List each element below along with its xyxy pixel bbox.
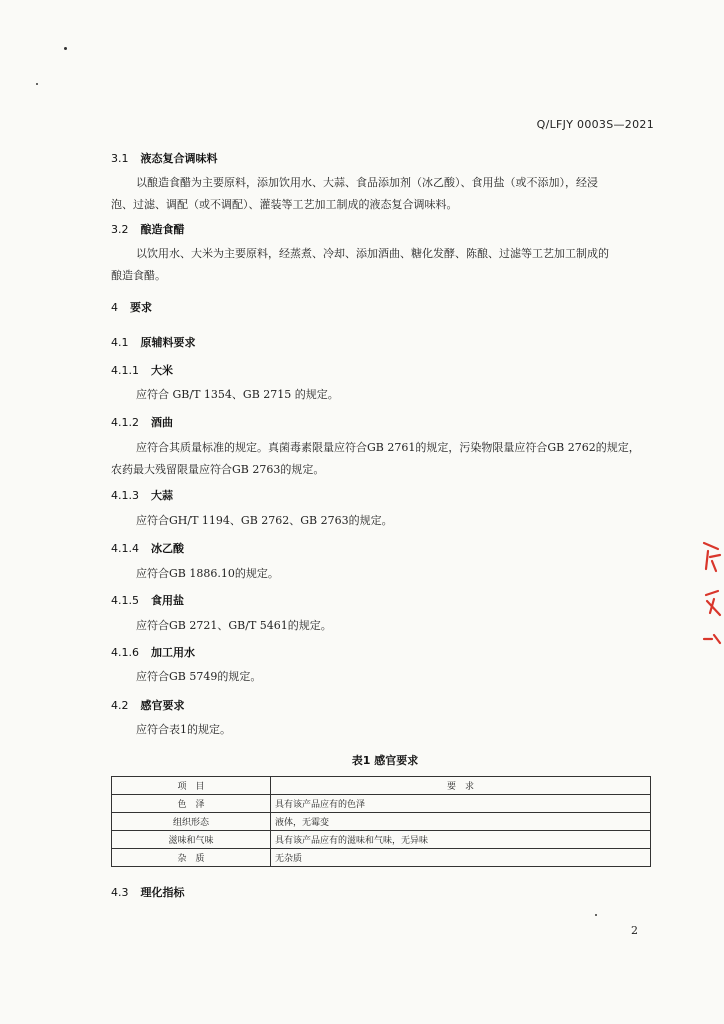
scan-speck [595, 914, 597, 916]
section-4-heading [111, 299, 152, 315]
page-number: 2 [631, 924, 638, 937]
table-row [112, 795, 651, 813]
section-number: 4.3 [111, 886, 129, 899]
table-cell: 滋味和气味 [112, 831, 271, 849]
paragraph-line: 以饮用水、大米为主要原料，经蒸煮、冷却、添加酒曲、糖化发酵、陈酿、过滤等工艺加工制成的 [136, 247, 609, 260]
section-title: 要求 [130, 301, 152, 314]
table-row [112, 813, 651, 831]
section-number: 4.1 [111, 336, 129, 349]
paragraph-line: 应符合GB 5749的规定。 [136, 670, 262, 683]
section-title: 原辅料要求 [140, 336, 196, 349]
scan-speck [36, 83, 38, 85]
section-title: 感官要求 [140, 699, 185, 712]
section-number: 4.1.4 [111, 542, 139, 555]
section-number: 4.1.1 [111, 364, 139, 377]
table-cell: 具有该产品应有的色泽 [271, 795, 651, 813]
section-title: 液态复合调味料 [140, 152, 218, 165]
section-number: 4.1.3 [111, 489, 139, 502]
column-header: 项 目 [112, 777, 271, 795]
table-header-row [112, 777, 651, 795]
section-4-1-4-heading [111, 540, 184, 556]
section-3-1-text [111, 172, 651, 216]
table-row [112, 849, 651, 867]
section-title: 大蒜 [151, 489, 173, 502]
section-number: 4.1.6 [111, 646, 139, 659]
section-title: 食用盐 [151, 594, 184, 607]
section-4-1-2-text [111, 437, 651, 481]
section-number: 4.1.5 [111, 594, 139, 607]
table-cell: 色 泽 [112, 795, 271, 813]
section-3-1-heading [111, 150, 218, 166]
section-title: 加工用水 [151, 646, 195, 659]
paragraph-line: 应符合 GB/T 1354、GB 2715 的规定。 [136, 388, 339, 401]
section-title: 酿造食醋 [140, 223, 185, 236]
section-4-2-text [111, 719, 651, 741]
section-number: 3.2 [111, 223, 129, 236]
section-4-1-5-heading [111, 592, 184, 608]
paragraph-line: 应符合GB 2721、GB/T 5461的规定。 [136, 619, 332, 632]
section-3-2-text [111, 243, 651, 287]
section-4-1-6-text [111, 666, 651, 688]
section-4-1-3-heading [111, 487, 173, 503]
paragraph-line: 应符合其质量标准的规定。真菌毒素限量应符合GB 2761的规定，污染物限量应符合GB 2762的规定， [136, 441, 640, 454]
seal-fragment-icon [696, 535, 724, 655]
paragraph-line: 应符合表1的规定。 [136, 723, 231, 736]
sensory-requirements-table [111, 776, 651, 867]
section-title: 理化指标 [140, 886, 185, 899]
section-number: 4.1.2 [111, 416, 139, 429]
section-3-2-heading [111, 221, 185, 237]
section-number: 4.2 [111, 699, 129, 712]
section-4-1-2-heading [111, 414, 173, 430]
section-title: 酒曲 [151, 416, 173, 429]
section-4-1-6-heading [111, 644, 195, 660]
paragraph-line: 以酿造食醋为主要原料，添加饮用水、大蒜、食品添加剂（冰乙酸）、食用盐（或不添加），经浸 [136, 176, 598, 189]
section-title: 大米 [151, 364, 173, 377]
section-4-1-1-heading [111, 362, 173, 378]
table-cell: 无杂质 [271, 849, 651, 867]
table-row [112, 831, 651, 849]
table-cell: 具有该产品应有的滋味和气味，无异味 [271, 831, 651, 849]
document-code: Q/LFJY 0003S—2021 [536, 118, 654, 131]
paragraph-line: 酿造食醋。 [111, 269, 166, 282]
paragraph-line: 应符合GH/T 1194、GB 2762、GB 2763的规定。 [136, 514, 393, 527]
section-number: 4 [111, 301, 118, 314]
section-4-1-3-text [111, 510, 651, 532]
section-4-1-4-text [111, 563, 651, 585]
table-cell: 液体，无霉变 [271, 813, 651, 831]
paragraph-line: 农药最大残留限量应符合GB 2763的规定。 [111, 463, 325, 476]
section-number: 3.1 [111, 152, 129, 165]
scan-speck [64, 47, 67, 50]
section-title: 冰乙酸 [151, 542, 184, 555]
section-4-1-1-text [111, 384, 651, 406]
section-4-1-heading [111, 334, 196, 350]
column-header: 要 求 [271, 777, 651, 795]
partial-seal-stamp [696, 535, 724, 655]
table-caption: 表1 感官要求 [351, 754, 419, 767]
paragraph-line: 泡、过滤、调配（或不调配）、灌装等工艺加工制成的液态复合调味料。 [111, 198, 458, 211]
section-4-2-heading [111, 697, 185, 713]
section-4-1-5-text [111, 615, 651, 637]
paragraph-line: 应符合GB 1886.10的规定。 [136, 567, 279, 580]
section-4-3-heading [111, 884, 185, 900]
table-cell: 杂 质 [112, 849, 271, 867]
table-cell: 组织形态 [112, 813, 271, 831]
